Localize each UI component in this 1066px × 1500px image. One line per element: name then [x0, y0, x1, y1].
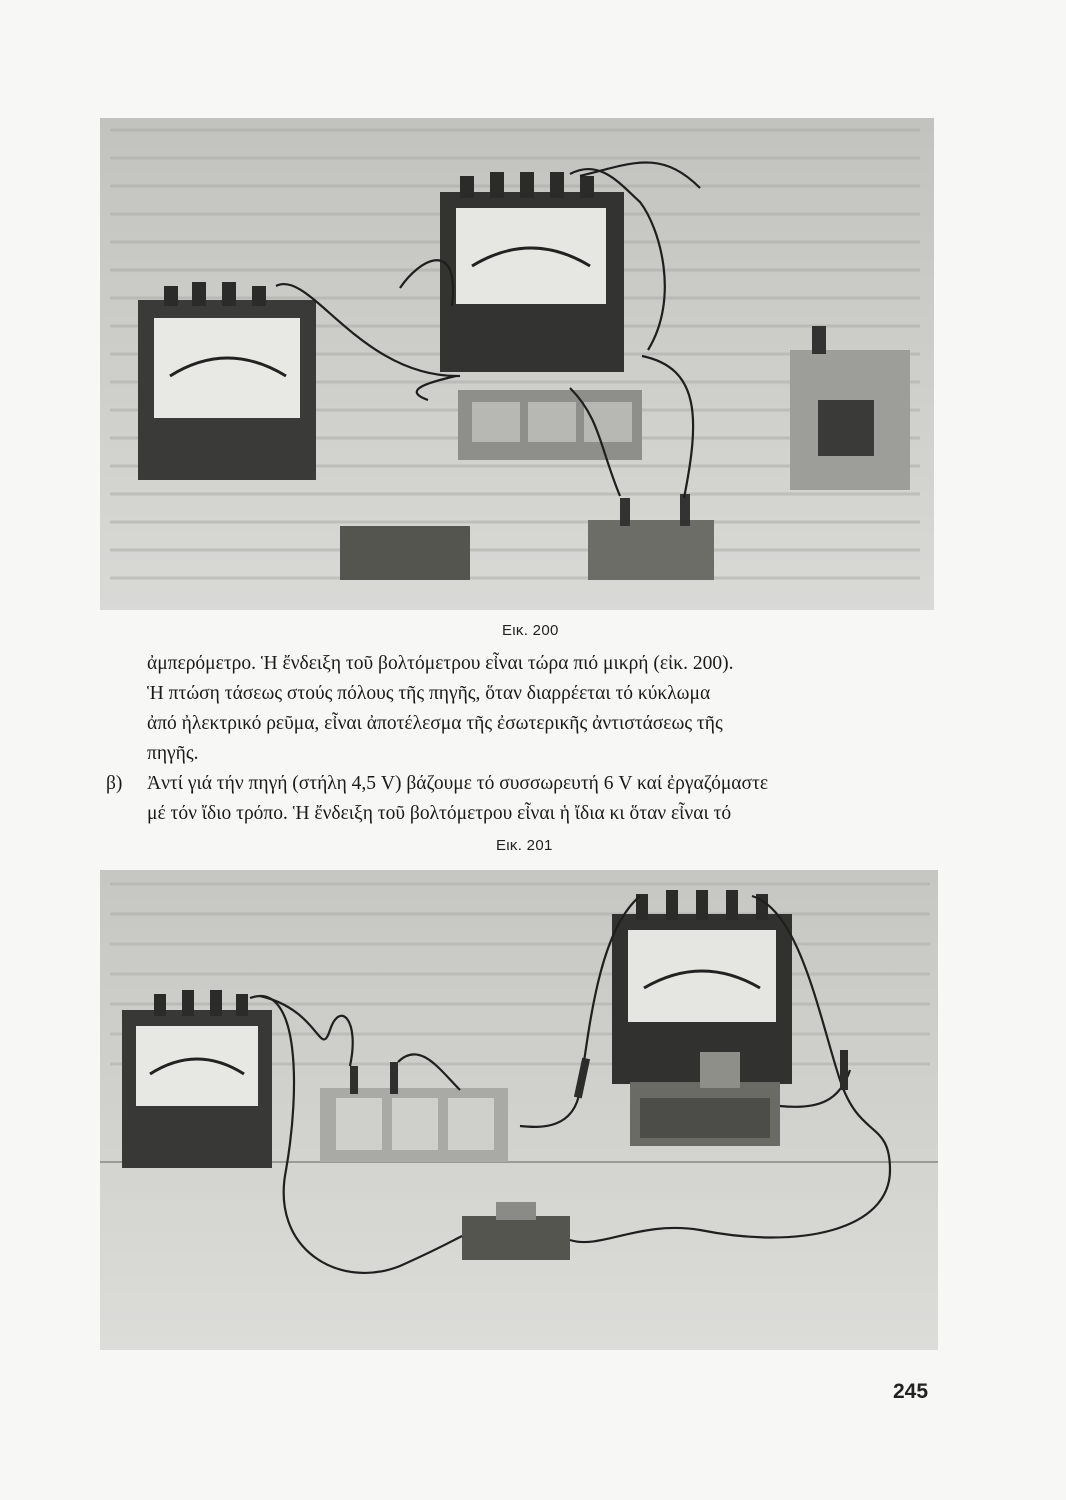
figure-200-photo	[100, 118, 934, 610]
page-number: 245	[893, 1380, 929, 1403]
paragraph-line-2: Ἡ πτώση τάσεως στούς πόλους τῆς πηγῆς, ὅταν διαρρέεται τό κύκλωμα	[147, 683, 711, 704]
paragraph-line-1: ἀμπερόμετρο. Ἡ ἔνδειξη τοῦ βολτόμετρου εἶναι τώρα πιό μικρή (εἰκ. 200).	[147, 653, 734, 674]
item-b-marker: β)	[106, 773, 123, 794]
paragraph-line-3: ἀπό ἠλεκτρικό ρεῦμα, εἶναι ἀποτέλεσμα τῆς ἐσωτερικῆς ἀντιστάσεως τῆς	[147, 713, 723, 734]
item-b-line-2: μέ τόν ἴδιο τρόπο. Ἡ ἔνδειξη τοῦ βολτόμετρου εἶναι ἡ ἴδια κι ὅταν εἶναι τό	[147, 803, 732, 824]
figure-201-caption: Εικ. 201	[496, 837, 553, 854]
figure-200-caption: Εικ. 200	[502, 622, 559, 639]
paragraph-line-4: πηγῆς.	[147, 743, 199, 764]
figure-201-photo	[100, 870, 938, 1350]
item-b-line-1: Ἀντί γιά τήν πηγή (στήλη 4,5 V) βάζουμε τό συσσωρευτή 6 V καί ἐργαζόμαστε	[147, 773, 769, 794]
